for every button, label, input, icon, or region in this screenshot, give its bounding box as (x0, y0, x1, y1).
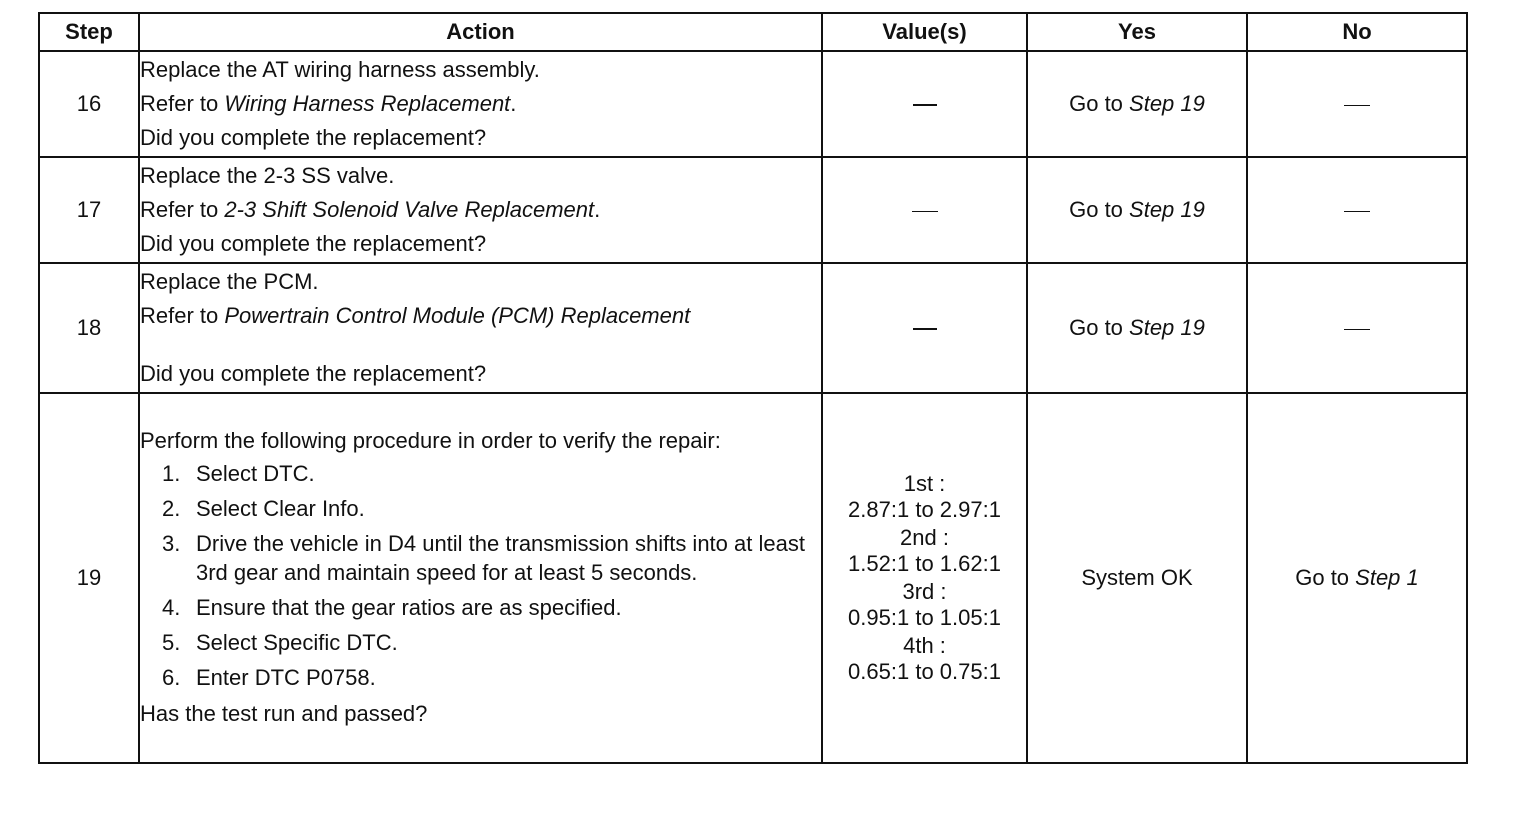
yes-step-link[interactable]: Step 19 (1129, 197, 1205, 222)
question-text: Did you complete the replacement? (140, 125, 487, 150)
step-number: 18 (39, 263, 139, 393)
header-yes: Yes (1027, 13, 1247, 51)
list-number: 5. (162, 630, 181, 655)
list-item (140, 628, 821, 657)
list-text: Select DTC. (196, 461, 315, 486)
reference-link[interactable]: Wiring Harness Replacement (224, 91, 511, 116)
action-cell (139, 263, 822, 393)
no-cell (1247, 393, 1467, 763)
list-item (140, 459, 821, 488)
procedure-steps (140, 459, 821, 692)
header-values: Value(s) (822, 13, 1027, 51)
dash-mark (1344, 105, 1370, 106)
reference-link[interactable]: Powertrain Control Module (PCM) Replacement (224, 303, 691, 328)
header-row (39, 13, 1467, 51)
ratio-range: 0.95:1 to 1.05:1 (848, 605, 1001, 630)
diagnostic-procedure-table (38, 12, 1468, 764)
table-row (39, 51, 1467, 157)
yes-cell (1027, 51, 1247, 157)
ratio-range: 1.52:1 to 1.62:1 (848, 551, 1001, 576)
table-row (39, 263, 1467, 393)
list-number: 1. (162, 461, 181, 486)
header-no: No (1247, 13, 1467, 51)
action-text: Replace the 2-3 SS valve. (140, 163, 395, 188)
list-text: Drive the vehicle in D4 until the transmission shifts into at least 3rd gear and maintain speed for at least 5 seconds. (196, 531, 805, 585)
step-number: 16 (39, 51, 139, 157)
action-text: Replace the AT wiring harness assembly. (140, 57, 540, 82)
dash-mark (912, 211, 938, 212)
no-prefix: Go to (1295, 565, 1356, 590)
value-cell (822, 263, 1027, 393)
list-number: 4. (162, 595, 181, 620)
ratio-range: 0.65:1 to 0.75:1 (848, 659, 1001, 684)
list-item (140, 663, 821, 692)
yes-cell: System OK (1027, 393, 1247, 763)
gear-ratio (823, 579, 1026, 631)
yes-step-link[interactable]: Step 19 (1129, 315, 1205, 340)
question-text: Has the test run and passed? (140, 701, 428, 726)
list-number: 6. (162, 665, 181, 690)
step-number: 19 (39, 393, 139, 763)
header-step: Step (39, 13, 139, 51)
gear-label: 4th : (903, 633, 946, 658)
list-item (140, 593, 821, 622)
no-cell (1247, 157, 1467, 263)
procedure-intro: Perform the following procedure in order to verify the repair: (140, 428, 721, 453)
list-text: Select Clear Info. (196, 496, 365, 521)
refer-prefix: Refer to (140, 197, 225, 222)
action-cell (139, 51, 822, 157)
refer-prefix: Refer to (140, 91, 225, 116)
list-item (140, 494, 821, 523)
value-cell (822, 51, 1027, 157)
dash-mark (1344, 211, 1370, 212)
refer-suffix: . (510, 91, 517, 116)
yes-step-link[interactable]: Step 19 (1129, 91, 1205, 116)
yes-prefix: Go to (1069, 197, 1130, 222)
refer-suffix: . (594, 197, 601, 222)
ratio-range: 2.87:1 to 2.97:1 (848, 497, 1001, 522)
list-number: 3. (162, 531, 181, 556)
refer-line (140, 193, 821, 227)
list-item (140, 529, 821, 587)
refer-prefix: Refer to (140, 303, 225, 328)
header-action: Action (139, 13, 822, 51)
no-cell (1247, 263, 1467, 393)
gear-ratio (823, 471, 1026, 523)
list-number: 2. (162, 496, 181, 521)
step-number: 17 (39, 157, 139, 263)
table-row (39, 393, 1467, 763)
action-cell (139, 393, 822, 763)
dash-mark (1344, 329, 1370, 330)
yes-prefix: Go to (1069, 91, 1130, 116)
gear-label: 2nd : (900, 525, 949, 550)
reference-link[interactable]: 2-3 Shift Solenoid Valve Replacement (224, 197, 595, 222)
list-text: Enter DTC P0758. (196, 665, 376, 690)
question-text: Did you complete the replacement? (140, 231, 487, 256)
gear-label: 3rd : (902, 579, 947, 604)
question-text: Did you complete the replacement? (140, 361, 487, 386)
yes-prefix: Go to (1069, 315, 1130, 340)
gear-label: 1st : (903, 471, 946, 496)
gear-ratio (823, 525, 1026, 577)
no-step-link[interactable]: Step 1 (1355, 565, 1419, 590)
gear-ratio (823, 633, 1026, 685)
yes-cell (1027, 263, 1247, 393)
gear-ratio-cell (822, 393, 1027, 763)
table-row (39, 157, 1467, 263)
refer-line (140, 299, 821, 357)
refer-line (140, 87, 821, 121)
list-text: Select Specific DTC. (196, 630, 398, 655)
dash-mark (913, 328, 937, 330)
dash-mark (913, 104, 937, 106)
value-cell (822, 157, 1027, 263)
action-text: Replace the PCM. (140, 269, 319, 294)
no-cell (1247, 51, 1467, 157)
yes-cell (1027, 157, 1247, 263)
list-text: Ensure that the gear ratios are as specified. (196, 595, 622, 620)
action-cell (139, 157, 822, 263)
